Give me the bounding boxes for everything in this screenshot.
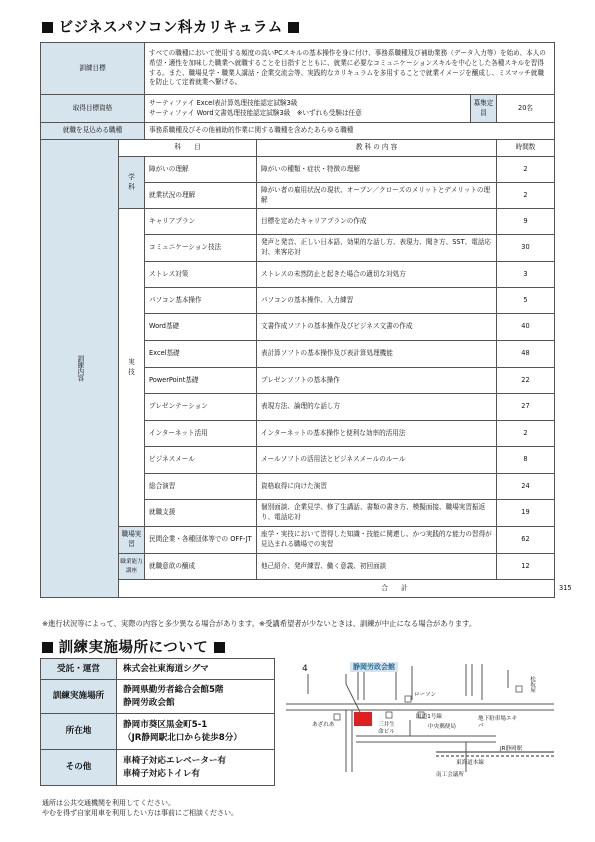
subject-cell: 民間企業・各種団体等での OFF-JT	[145, 527, 257, 554]
gakka-label	[119, 157, 145, 209]
section1-title	[42, 16, 299, 37]
curriculum-table	[40, 42, 572, 598]
map-label-post: 中央郵便局	[428, 724, 456, 730]
hours-cell: 2	[497, 157, 555, 183]
capacity-label	[471, 95, 497, 123]
hours-cell: 2	[497, 421, 555, 447]
map-label-tokaido: 東海道本線	[456, 760, 484, 766]
building-marker	[354, 712, 372, 726]
subject-cell: 障がいの理解	[145, 157, 257, 183]
qual-line1: サーティファイ Excel表計算処理技能認定試験3級	[149, 98, 298, 107]
subject-cell: PowerPoint基礎	[145, 368, 257, 394]
map-title: 静岡労政会館	[350, 662, 398, 672]
content-cell: 発声と発音、正しい日本語、効果的な話し方、表現力、聞き方、SST、電話応対、来客応対	[257, 235, 497, 262]
col-subject-header: 科 目	[119, 140, 257, 157]
subject-cell: インターネット活用	[145, 421, 257, 447]
content-cell: 座学・実技において習得した知識・技能に関連し、かつ実践的な能力の習得が見込まれる職場での実習	[257, 527, 497, 554]
subject-cell: Excel基礎	[145, 341, 257, 368]
section1-title-text: ビジネスパソコン科カリキュラム	[58, 20, 283, 36]
map-label-lawson: ローソン	[414, 692, 437, 698]
training-label	[41, 140, 119, 598]
content-cell: 他己紹介、発声練習、働く意義、初回面談	[257, 554, 497, 580]
lawson-icon	[405, 696, 411, 702]
info-row	[41, 750, 275, 786]
content-cell: 文書作成ソフトの基本操作及びビジネス文書の作成	[257, 314, 497, 341]
job-label: 就職を見込める職種	[41, 123, 145, 140]
transport-note	[42, 798, 238, 818]
subject-cell: ビジネスメール	[145, 447, 257, 474]
transport-note-line2: やむを得ず自家用車を利用したい方は事前にご相談ください。	[42, 809, 238, 818]
capacity-label-text: 募集定員	[473, 98, 494, 117]
subject-cell: コミュニケーション技法	[145, 235, 257, 262]
location-info-table	[40, 658, 275, 786]
info-label: 受託・運営	[41, 659, 117, 680]
curriculum-note: ※進行状況等によって、実際の内容と多少異なる場合があります。※受講希望者が少ないときは、訓練が中止になる場合があります。	[42, 619, 477, 628]
qual-line2: サーティファイ Word文書処理技能認定試験3級 ※いずれも受験は任意	[149, 108, 362, 117]
map-label-matsuzakaya: 松坂屋	[529, 676, 535, 693]
content-cell: 表計算ソフトの基本操作及び表計算処理機能	[257, 341, 497, 368]
info-value-line2: （JR静岡駅北口から徒歩8分）	[123, 732, 242, 743]
hours-cell: 48	[497, 341, 555, 368]
info-value: 株式会社東海道シグマ	[117, 659, 275, 680]
transport-note-line1: 通所は公共交通機関を利用してください。	[42, 799, 175, 807]
hours-cell: 62	[497, 527, 555, 554]
info-value-line2: 車椅子対応トイレ有	[123, 768, 200, 779]
map-label-route1: 国道1号線	[416, 714, 442, 720]
content-cell: 障がい者の雇用状況の現状、オープン／クローズのメリットとデメリットの理解	[257, 183, 497, 209]
content-cell: 表現方法、論理的な話し方	[257, 394, 497, 421]
subject-cell: 総合演習	[145, 474, 257, 500]
goal-text: すべての職種において使用する頻度の高いPCスキルの基本操作を身に付け、事務系職種及び補助業務（データ入力等）を始め、本人の希望・適性を加味した職業へ就職することを目指すとともに、就業に必要なコミュニケーションスキルを中心とした各種スキルを習得する。また、職場見学・職業人講話・企業交流会等、実践的なカリキュラムを多用することで就業イメージを醸成し、ミスマッチ就職を防止して定着就業へ繋げる。	[145, 43, 555, 95]
content-cell: 資格取得に向けた演習	[257, 474, 497, 500]
hours-cell: 9	[497, 209, 555, 235]
training-label-text: 訓練内容	[75, 355, 84, 382]
qual-text	[145, 95, 471, 123]
subject-cell: ストレス対策	[145, 262, 257, 288]
square-bullet-icon	[214, 642, 225, 653]
info-value-line2: 静岡労政会館	[123, 697, 175, 708]
hours-cell: 8	[497, 447, 555, 474]
content-cell: インターネットの基本操作と便利な効率的活用法	[257, 421, 497, 447]
content-cell: 目標を定めたキャリアプランの作成	[257, 209, 497, 235]
content-cell: ストレスの未然防止と起きた場合の適切な対処方	[257, 262, 497, 288]
hours-cell: 27	[497, 394, 555, 421]
aeon-icon	[334, 714, 340, 720]
map-label-jr: JR静岡駅	[500, 746, 523, 752]
hours-cell: 40	[497, 314, 555, 341]
table-row	[41, 157, 555, 183]
hours-cell: 2	[497, 183, 555, 209]
subject-cell: Word基礎	[145, 314, 257, 341]
hours-cell: 19	[497, 500, 555, 527]
subject-cell: プレゼンテーション	[145, 394, 257, 421]
subject-cell: パソコン基本操作	[145, 288, 257, 314]
square-bullet-icon	[288, 22, 299, 33]
hours-cell: 12	[497, 554, 555, 580]
map-label-minami: 南工会議所	[436, 772, 464, 778]
jitsugi-label-text: 実 技	[128, 357, 142, 376]
section2-title	[42, 636, 225, 657]
matsuzakaya-icon	[516, 686, 522, 692]
map-label-aeon: あざれあ	[312, 722, 335, 728]
info-row	[41, 680, 275, 714]
square-bullet-icon	[42, 642, 53, 653]
hours-cell: 5	[497, 288, 555, 314]
info-value-line1: 車椅子対応エレベーター有	[123, 756, 227, 767]
total-label	[119, 580, 555, 598]
job-text: 事務系職種及びその他補助的作業に関する職種を含めたあらゆる職種	[145, 123, 555, 140]
map-label-mitsui: 三井生命ビル	[378, 722, 395, 735]
hours-cell: 22	[497, 368, 555, 394]
cultivate-label	[119, 554, 145, 580]
cultivate-label-text: 職業能力講座	[120, 559, 143, 574]
practice-label-text: 職場実習	[121, 530, 142, 548]
hours-cell: 24	[497, 474, 555, 500]
qual-label: 取得目標資格	[41, 95, 145, 123]
content-cell: パソコンの基本操作、入力練習	[257, 288, 497, 314]
total-label-text: 合 計	[381, 583, 408, 592]
content-cell: プレゼンソフトの基本操作	[257, 368, 497, 394]
capacity-value: 20名	[497, 95, 555, 123]
info-value	[117, 680, 275, 714]
info-label: 所在地	[41, 714, 117, 750]
info-value-line1: 静岡県勤労者総合会館5階	[123, 685, 224, 696]
col-content-header: 教 科 の 内 容	[257, 140, 497, 157]
square-bullet-icon	[42, 22, 53, 33]
practice-label	[119, 527, 145, 554]
info-label: 訓練実施場所	[41, 680, 117, 714]
jitsugi-label	[119, 209, 145, 527]
info-value	[117, 714, 275, 750]
subject-cell: 就職意欲の醸成	[145, 554, 257, 580]
map-label-underground: 地下駐車場エキパ	[478, 716, 518, 729]
info-value	[117, 750, 275, 786]
goal-label: 訓練目標	[41, 43, 145, 95]
content-cell: 個別面談、企業見学、修了生講話、書類の書き方、模擬面接、職場実習振返り、電話応対	[257, 500, 497, 527]
total-row: 合 計 315	[41, 580, 555, 598]
gakka-label-text: 学 科	[128, 172, 142, 191]
info-row	[41, 659, 275, 680]
subject-cell: 就職支援	[145, 500, 257, 527]
table-row	[41, 209, 555, 235]
mitsui-building-icon	[386, 712, 392, 718]
table-row	[41, 554, 555, 580]
subject-cell: キャリアプラン	[145, 209, 257, 235]
section2-title-text: 訓練実施場所について	[58, 640, 209, 656]
content-cell: メールソフトの活用法とビジネスメールのルール	[257, 447, 497, 474]
subject-cell: 就業状況の理解	[145, 183, 257, 209]
table-row	[41, 527, 555, 554]
info-value-line1: 静岡市葵区黒金町5-1	[123, 720, 208, 731]
map-route-number: 4	[302, 664, 308, 674]
hours-cell: 30	[497, 235, 555, 262]
info-label: その他	[41, 750, 117, 786]
hours-cell: 3	[497, 262, 555, 288]
access-map	[286, 660, 554, 780]
col-hours-header: 時間数	[497, 140, 555, 157]
content-cell: 障がいの種類・症状・特徴の理解	[257, 157, 497, 183]
info-row	[41, 714, 275, 750]
